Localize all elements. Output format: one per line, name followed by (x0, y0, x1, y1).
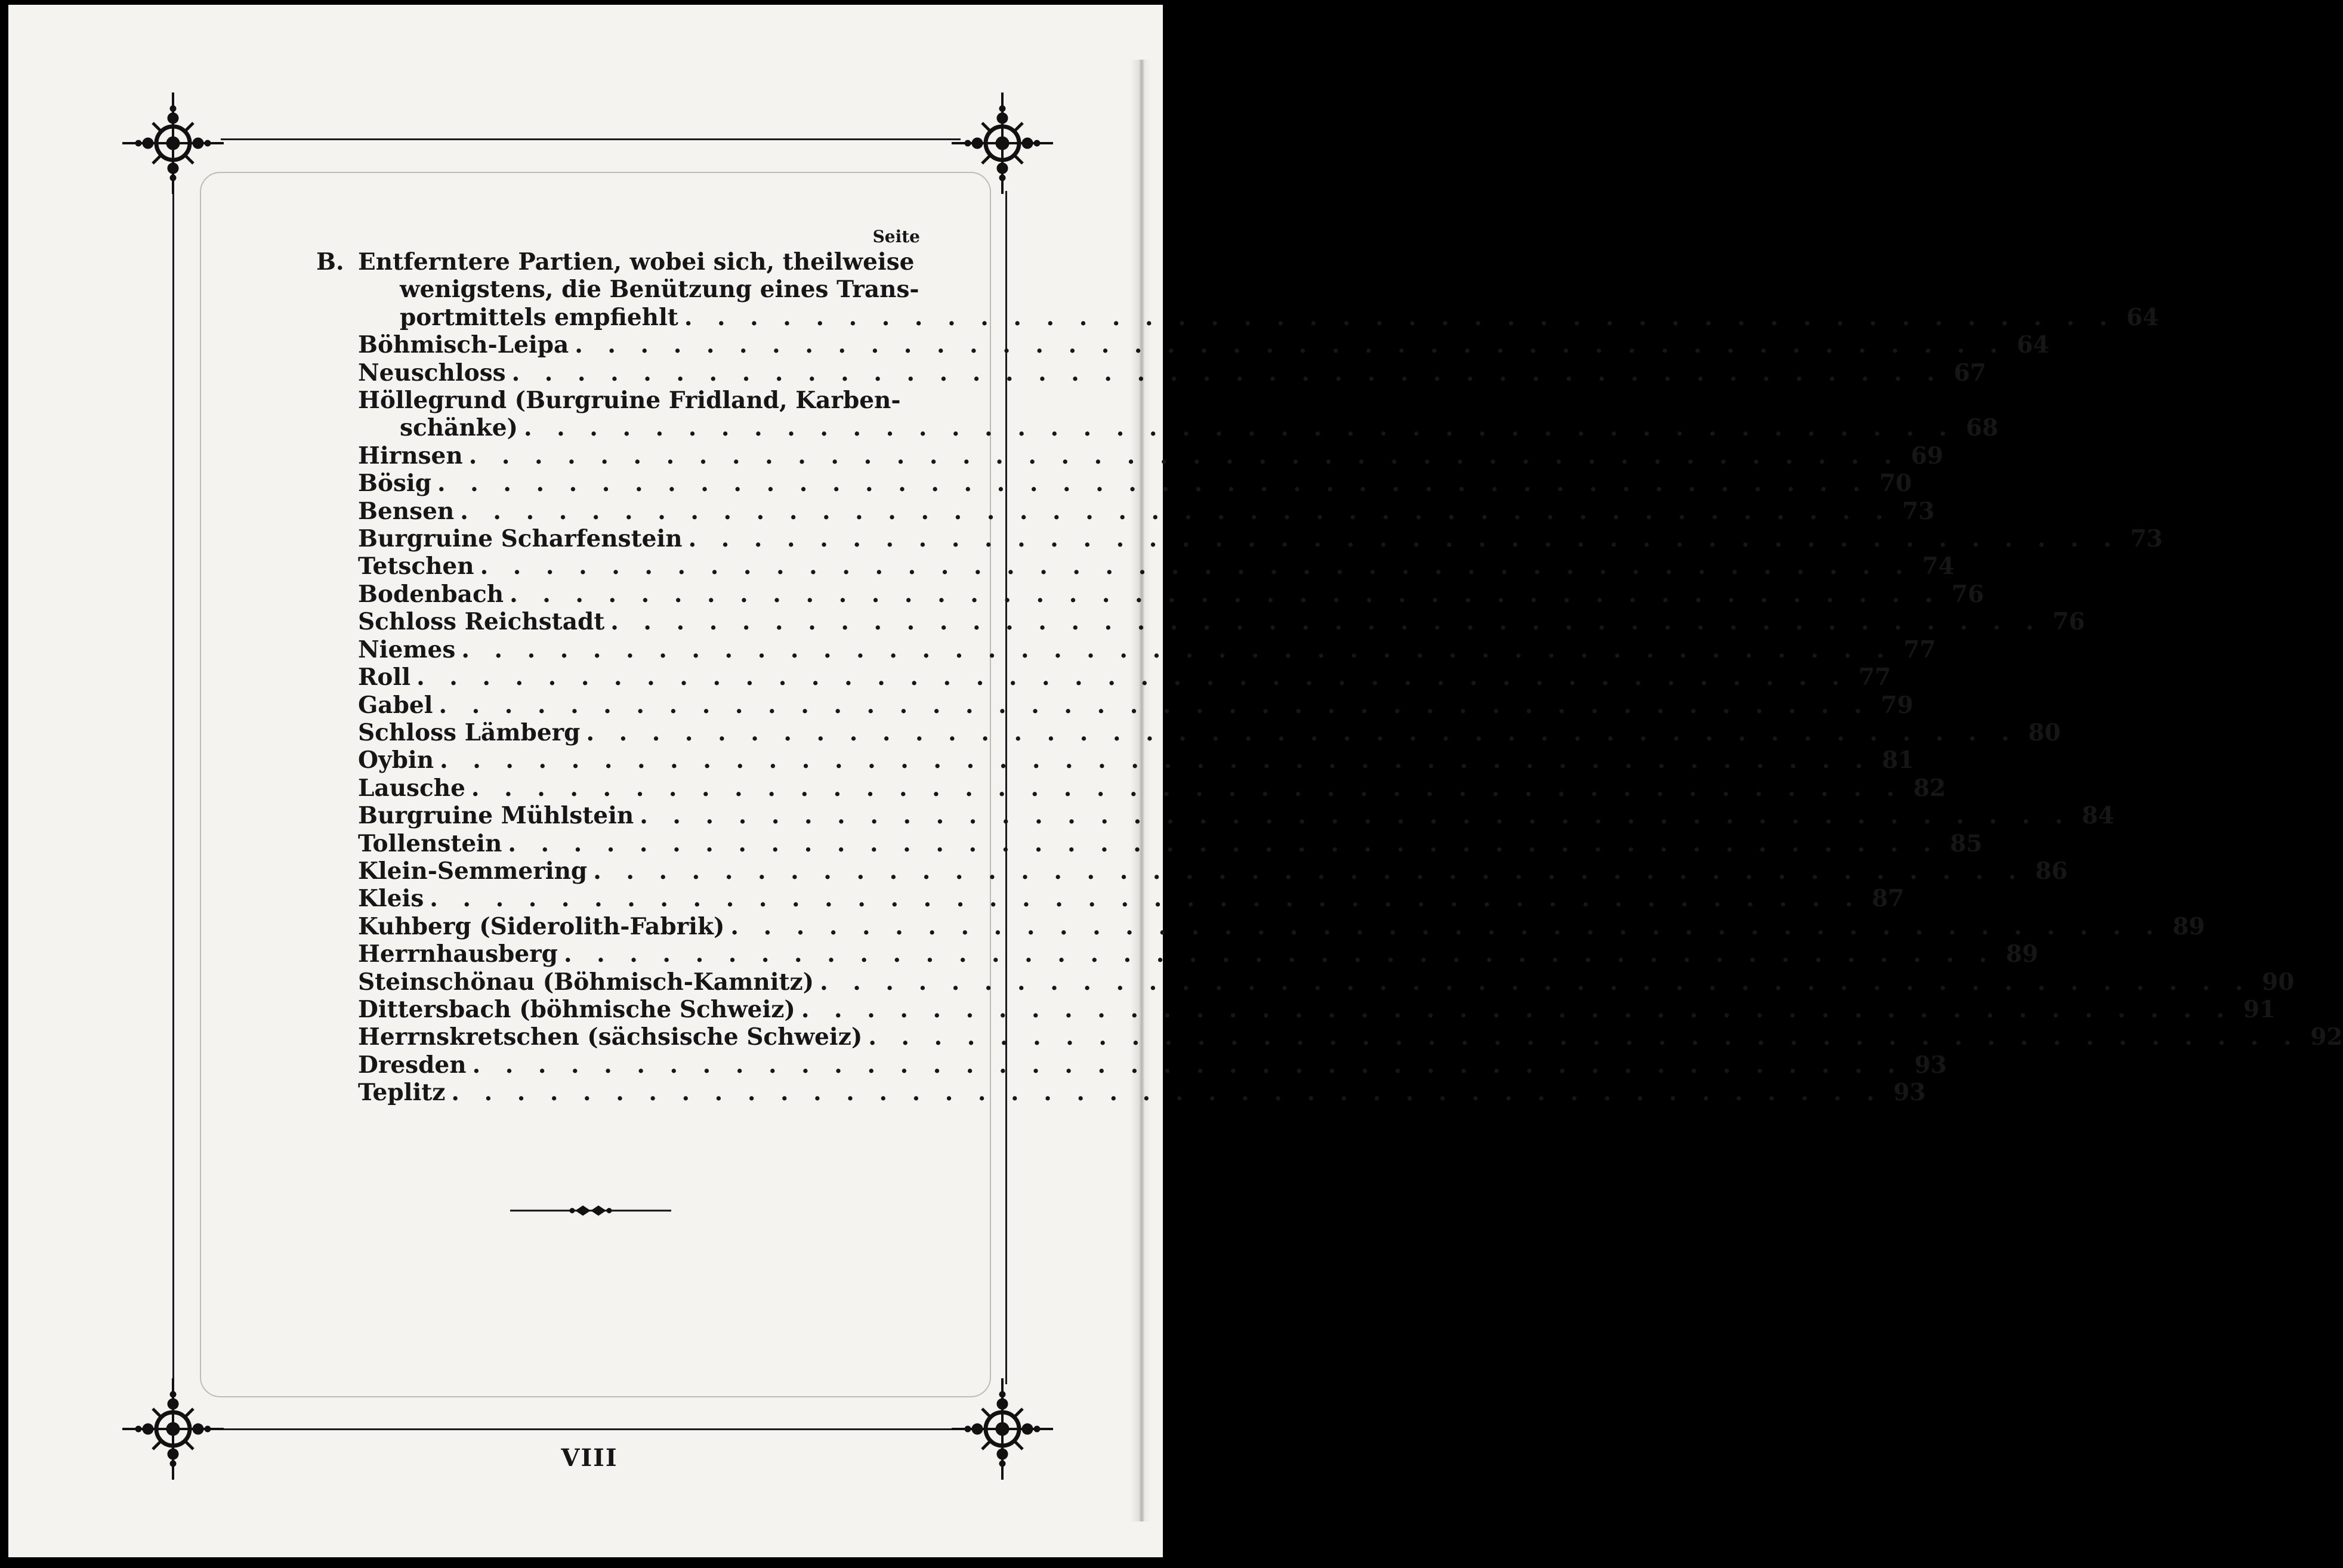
corner-ornament-top-left (116, 87, 230, 200)
dot-leader: . . . . . . . . . . . . . . . . . . . . . . . . . . . . . . . . . . . . . . . . . . . . (510, 580, 1941, 608)
dot-leader: . . . . . . . . . . . . . . . . . . . . . . . . . . . . . . . . . . . . . . . . . . . . (430, 885, 1862, 913)
entry-label: Bensen (358, 497, 455, 525)
page-number: 74 (1922, 552, 1955, 581)
toc-entry (316, 580, 1984, 608)
page-number: 76 (2052, 608, 2085, 636)
toc-entry (316, 470, 1912, 498)
dot-leader: . . . . . . . . . . . . . . . . . . . . . . . . . . . . . . . . . . . . . . . . . . . . (460, 497, 1892, 525)
dot-leader: . . . . . . . . . . . . . . . . . . . . . . . . . . . . . . . . . . . . . . . . . . . . (511, 359, 1943, 387)
dot-leader: . . . . . . . . . . . . . . . . . . . . . . . . . . . . . . . . . . . . . . . . . . . . (480, 552, 1912, 581)
entry-label: Burgruine Scharfenstein (358, 525, 683, 553)
entry-label: Gabel (358, 691, 433, 719)
dot-leader: . . . . . . . . . . . . . . . . . . . . . . . . . . . . . . . . . . . . . . . . . . . . (472, 1051, 1904, 1079)
dot-leader: . . . . . . . . . . . . . . . . . . . . . . . . . . . . . . . . . . . . . . . . . . . . (820, 968, 2252, 996)
frame-bottom-line (221, 1428, 961, 1430)
toc-entry (316, 829, 1983, 857)
section-title-line: Entferntere Partien, wobei sich, theilweise (358, 248, 915, 276)
toc-entry (316, 635, 1936, 663)
toc-entry (316, 663, 1891, 692)
entry-label: Roll (358, 663, 411, 692)
dot-leader: . . . . . . . . . . . . . . . . . . . . . . . . . . . . . . . . . . . . . . . . . . . . (586, 718, 2018, 746)
entry-label: Tollenstein (358, 829, 502, 857)
entry-label: Kuhberg (Siderolith-Fabrik) (358, 912, 725, 940)
page-number: 77 (1903, 635, 1936, 663)
page-number: 93 (1893, 1079, 1926, 1107)
page-number: 76 (1952, 580, 1984, 608)
toc-entry (316, 1079, 1926, 1107)
entry-label: Höllegrund (Burgruine Fridland, Karben- (358, 387, 901, 415)
page-number: 89 (2005, 940, 2039, 968)
dot-leader: . . . . . . . . . . . . . . . . . . . . . . . . . . . . . . . . . . . . . . . . . . . . (575, 331, 2006, 359)
page-number: 73 (2130, 525, 2163, 553)
table-of-contents (316, 227, 2343, 1107)
page-number: 64 (2017, 331, 2049, 359)
page-number: 77 (1859, 663, 1891, 692)
entry-label: Böhmisch-Leipa (358, 331, 569, 359)
toc-entry-first-line (316, 387, 925, 414)
dot-leader: . . . . . . . . . . . . . . . . . . . . . . . . . . . . . . . . . . . . . . . . . . . . (801, 995, 2233, 1023)
entry-label: Oybin (358, 746, 434, 774)
dot-leader: . . . . . . . . . . . . . . . . . . . . . . . . . . . . . . . . . . . . . . . . . . . . (688, 525, 2120, 553)
dot-leader: . . . . . . . . . . . . . . . . . . . . . . . . . . . . . . . . . . . . . . . . . . . . (508, 829, 1940, 857)
frame-top-line (221, 138, 961, 140)
toc-entry (316, 1051, 1947, 1079)
dot-leader: . . . . . . . . . . . . . . . . . . . . . . . . . . . . . . . . . . . . . . . . . . . . (468, 442, 1900, 470)
toc-entry (316, 885, 1904, 913)
dot-leader: . . . . . . . . . . . . . . . . . . . . . . . . . . . . . . . . . . . . . . . . . . . . (461, 635, 1893, 663)
dot-leader: . . . . . . . . . . . . . . . . . . . . . . . . . . . . . . . . . . . . . . . . . . . . (610, 608, 2042, 636)
section-title-text: portmittels empfiehlt (400, 303, 678, 331)
dot-leader: . . . . . . . . . . . . . . . . . . . . . . . . . . . . . . . . . . . . . . . . . . . . (868, 1023, 2300, 1051)
page-number: 90 (2262, 968, 2295, 996)
page-number: 67 (1953, 359, 1986, 387)
dot-leader: . . . . . . . . . . . . . . . . . . . . . . . . . . . . . . . . . . . . . . . . . . . . (684, 303, 2116, 331)
page-number: 84 (2082, 802, 2114, 830)
page-number: 73 (1902, 497, 1935, 525)
page-number: 91 (2243, 995, 2276, 1023)
toc-entry (316, 802, 2114, 830)
entry-label: Bodenbach (358, 580, 504, 608)
section-title-line (358, 303, 2159, 331)
entry-label: Burgruine Mühlstein (358, 802, 634, 830)
page-number: 92 (2310, 1023, 2343, 1051)
entry-label: Klein-Semmering (358, 857, 588, 885)
toc-entry (316, 552, 1955, 581)
page-number: 69 (1910, 442, 1943, 470)
page-number: 85 (1950, 829, 1983, 857)
page-number: 82 (1913, 774, 1946, 802)
section-letter: B. (316, 248, 344, 276)
toc-entry (316, 442, 1943, 470)
dot-leader: . . . . . . . . . . . . . . . . . . . . . . . . . . . . . . . . . . . . . . . . . . . . (440, 746, 1872, 774)
entry-label: Schloss Lämberg (358, 718, 581, 746)
entry-label: Herrnhausberg (358, 940, 558, 968)
page-number: 68 (1965, 414, 1999, 442)
dot-leader: . . . . . . . . . . . . . . . . . . . . . . . . . . . . . . . . . . . . . . . . . . . . (563, 940, 1996, 968)
dot-leader: . . . . . . . . . . . . . . . . . . . . . . . . . . . . . . . . . . . . . . . . . . . . (416, 663, 1848, 692)
section-end-ornament (510, 1202, 671, 1220)
toc-entry (316, 912, 2205, 940)
entry-label: Schloss Reichstadt (358, 608, 605, 636)
entry-label: Hirnsen (358, 442, 463, 470)
section-title-line: wenigstens, die Benützung eines Trans- (400, 276, 919, 304)
dot-leader: . . . . . . . . . . . . . . . . . . . . . . . . . . . . . . . . . . . . . . . . . . . . (437, 470, 1869, 498)
entry-label: Niemes (358, 635, 456, 663)
page-number: 70 (1879, 470, 1912, 498)
page-number: 86 (2035, 857, 2068, 885)
page-folio: VIII (561, 1444, 618, 1472)
toc-entry (316, 1023, 2343, 1051)
toc-entry (316, 774, 1946, 802)
toc-entry (316, 940, 2039, 968)
entry-label: Steinschönau (Böhmisch-Kamnitz) (358, 968, 814, 996)
toc-entry (316, 718, 2061, 746)
page-number: 87 (1872, 885, 1904, 913)
page-number: 93 (1914, 1051, 1947, 1079)
toc-entry (316, 746, 1915, 774)
entry-label: Dresden (358, 1051, 467, 1079)
page-number: 64 (2126, 303, 2159, 331)
page-column-header: Seite (872, 227, 920, 246)
dot-leader: . . . . . . . . . . . . . . . . . . . . . . . . . . . . . . . . . . . . . . . . . . . . (439, 691, 1870, 719)
toc-entry (316, 691, 1913, 719)
page-number: 81 (1882, 746, 1915, 774)
toc-entry (316, 414, 1999, 442)
page-number: 80 (2028, 718, 2061, 746)
dot-leader: . . . . . . . . . . . . . . . . . . . . . . . . . . . . . . . . . . . . . . . . . . . . (523, 414, 1956, 442)
toc-entry (316, 525, 2163, 553)
dot-leader: . . . . . . . . . . . . . . . . . . . . . . . . . . . . . . . . . . . . . . . . . . . . (451, 1079, 1883, 1107)
entry-label: Herrnskretschen (sächsische Schweiz) (358, 1023, 863, 1051)
page-number: 79 (1881, 691, 1913, 719)
section-heading (316, 248, 2159, 331)
toc-entry (316, 608, 2085, 636)
corner-ornament-top-right (946, 87, 1059, 200)
dot-leader: . . . . . . . . . . . . . . . . . . . . . . . . . . . . . . . . . . . . . . . . . . . . (471, 774, 1903, 802)
entry-label: Kleis (358, 885, 424, 913)
entry-list (316, 331, 2343, 1107)
entry-label: Tetschen (358, 552, 474, 581)
entry-label: Dittersbach (böhmische Schweiz) (358, 995, 795, 1023)
dot-leader: . . . . . . . . . . . . . . . . . . . . . . . . . . . . . . . . . . . . . . . . . . . . (593, 857, 2025, 885)
entry-label: Neuschloss (358, 359, 506, 387)
toc-entry (316, 331, 2049, 359)
toc-entry (316, 359, 1986, 387)
dot-leader: . . . . . . . . . . . . . . . . . . . . . . . . . . . . . . . . . . . . . . . . . . . . (640, 802, 2072, 830)
toc-entry (316, 497, 1935, 525)
toc-entry (316, 857, 2068, 885)
frame-left-line (172, 191, 174, 1384)
page-number: 89 (2172, 912, 2205, 940)
entry-label: Bösig (358, 470, 432, 498)
entry-label: Teplitz (358, 1079, 446, 1107)
entry-label: schänke) (400, 414, 518, 442)
toc-entry (316, 995, 2276, 1023)
dot-leader: . . . . . . . . . . . . . . . . . . . . . . . . . . . . . . . . . . . . . . . . . . . . (730, 912, 2162, 940)
toc-entry (316, 968, 2295, 996)
entry-label: Lausche (358, 774, 465, 802)
